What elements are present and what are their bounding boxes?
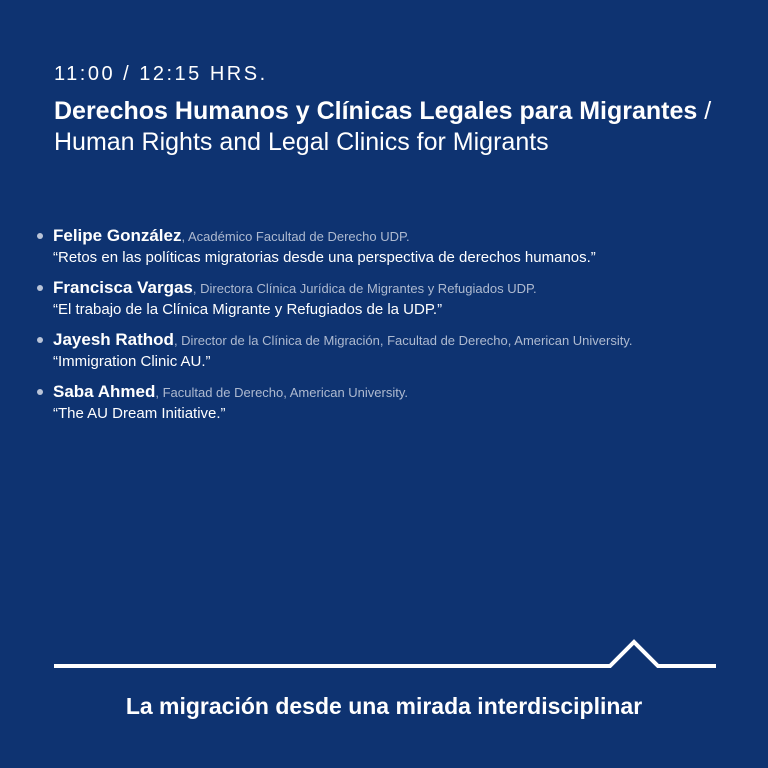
speaker-item (36, 225, 746, 268)
title-spanish: Derechos Humanos y Clínicas Legales para Migrantes (54, 97, 698, 125)
speaker-name: Saba Ahmed (53, 382, 156, 401)
time-label: 11:00 / 12:15 HRS. (54, 63, 268, 85)
speaker-heading (53, 381, 746, 404)
title-separator: / (697, 97, 712, 125)
speaker-list (36, 225, 746, 433)
speaker-role: Directora Clínica Jurídica de Migrantes y Refugiados UDP. (200, 281, 537, 296)
talk-title: “Immigration Clinic AU.” (53, 353, 211, 370)
speaker-role: Académico Facultad de Derecho UDP. (188, 229, 410, 244)
speaker-name: Felipe González (53, 226, 182, 245)
speaker-item (36, 277, 746, 320)
bullet-icon (37, 233, 43, 239)
title-english: Human Rights and Legal Clinics for Migrants (54, 128, 549, 156)
talk-title: “The AU Dream Initiative.” (53, 405, 226, 422)
speaker-item (36, 381, 746, 424)
comma: , (192, 281, 201, 296)
comma: , (173, 333, 182, 348)
bullet-icon (37, 389, 43, 395)
speaker-role: Facultad de Derecho, American University. (162, 385, 408, 400)
speaker-heading (53, 329, 746, 352)
speaker-name: Francisca Vargas (53, 278, 193, 297)
divider-peak-icon (54, 642, 716, 666)
speaker-item (36, 329, 746, 372)
speaker-role: Director de la Clínica de Migración, Facultad de Derecho, American University. (181, 333, 633, 348)
talk-title: “El trabajo de la Clínica Migrante y Refugiados de la UDP.” (53, 301, 443, 318)
speaker-heading (53, 225, 746, 248)
speaker-heading (53, 277, 746, 300)
comma: , (181, 229, 188, 244)
bullet-icon (37, 285, 43, 291)
comma: , (155, 385, 163, 400)
footer-tagline: La migración desde una mirada interdisciplinar (125, 693, 643, 719)
speaker-name: Jayesh Rathod (53, 330, 174, 349)
bullet-icon (37, 337, 43, 343)
divider-line (54, 634, 716, 674)
talk-title: “Retos en las políticas migratorias desde una perspectiva de derechos humanos.” (53, 249, 596, 266)
session-title (54, 96, 734, 158)
